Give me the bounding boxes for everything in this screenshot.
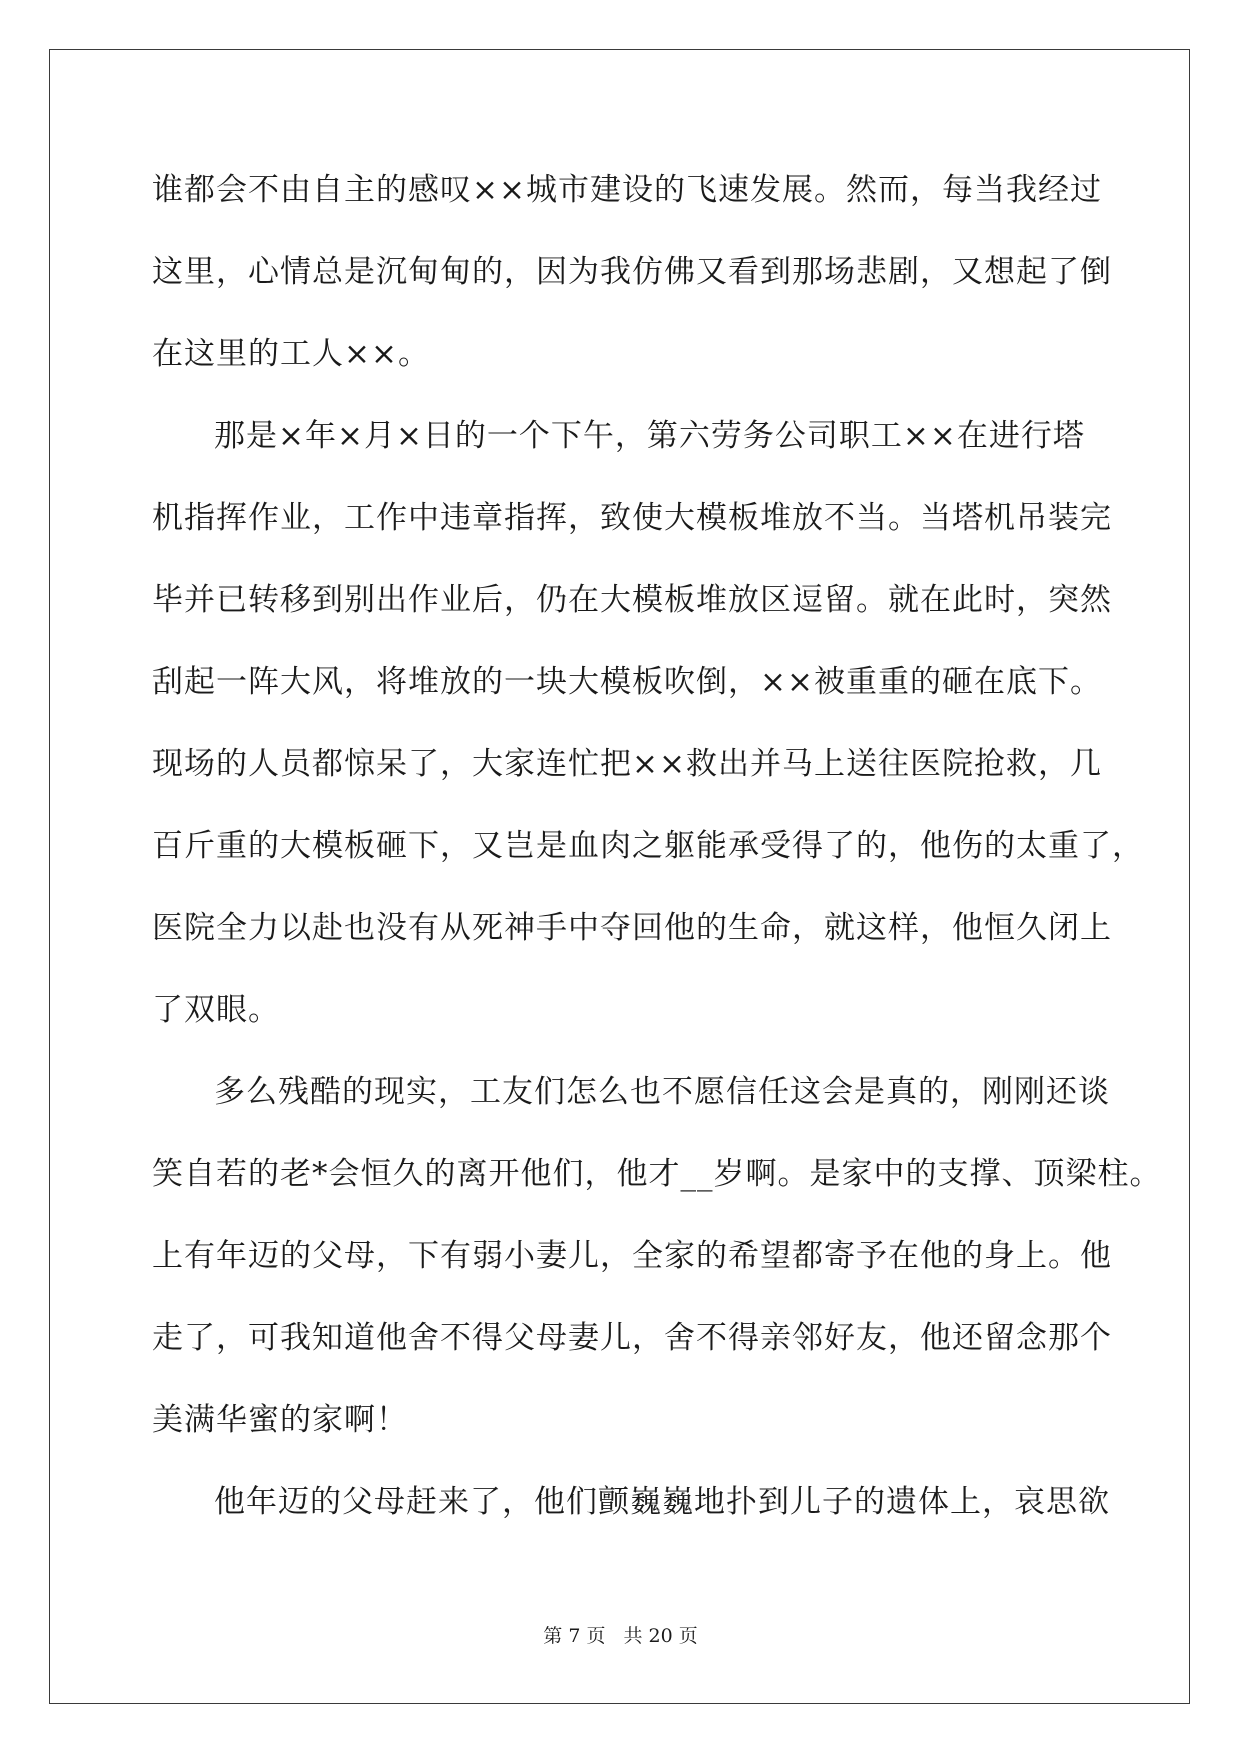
text-line: 上有年迈的父母，下有弱小妻儿，全家的希望都寄予在他的身上。他 [152,1238,1112,1274]
text-line: 这里，心情总是沉甸甸的，因为我仿佛又看到那场悲剧，又想起了倒 [152,254,1112,290]
text-line: 笑自若的老*会恒久的离开他们，他才__岁啊。是家中的支撑、顶梁柱。 [152,1156,1162,1192]
paragraph-first-line: 多么残酷的现实，工友们怎么也不愿信任这会是真的，刚刚还谈 [214,1074,1110,1110]
page-footer [0,1624,1241,1648]
document-body [152,160,1162,1554]
page-number: 第 7 页 [543,1625,606,1647]
text-line: 美满华蜜的家啊！ [152,1402,408,1438]
text-line: 刮起一阵大风，将堆放的一块大模板吹倒，××被重重的砸在底下。 [152,664,1102,700]
text-line: 谁都会不由自主的感叹××城市建设的飞速发展。然而，每当我经过 [152,172,1102,208]
text-line: 现场的人员都惊呆了，大家连忙把××救出并马上送往医院抢救，几 [152,746,1102,782]
text-line: 走了，可我知道他舍不得父母妻儿，舍不得亲邻好友，他还留念那个 [152,1320,1112,1356]
text-line: 机指挥作业，工作中违章指挥，致使大模板堆放不当。当塔机吊装完 [152,500,1112,536]
text-line: 毕并已转移到别出作业后，仍在大模板堆放区逗留。就在此时，突然 [152,582,1112,618]
page-total: 共 20 页 [623,1625,698,1647]
text-line: 医院全力以赴也没有从死神手中夺回他的生命，就这样，他恒久闭上 [152,910,1112,946]
text-line: 了双眼。 [152,992,280,1028]
text-line: 百斤重的大模板砸下，又岂是血肉之躯能承受得了的，他伤的太重了， [152,828,1144,864]
paragraph-first-line: 那是×年×月×日的一个下午，第六劳务公司职工××在进行塔 [214,418,1085,454]
paragraph-first-line: 他年迈的父母赶来了，他们颤巍巍地扑到儿子的遗体上，哀思欲 [214,1484,1110,1520]
text-line: 在这里的工人××。 [152,336,430,372]
